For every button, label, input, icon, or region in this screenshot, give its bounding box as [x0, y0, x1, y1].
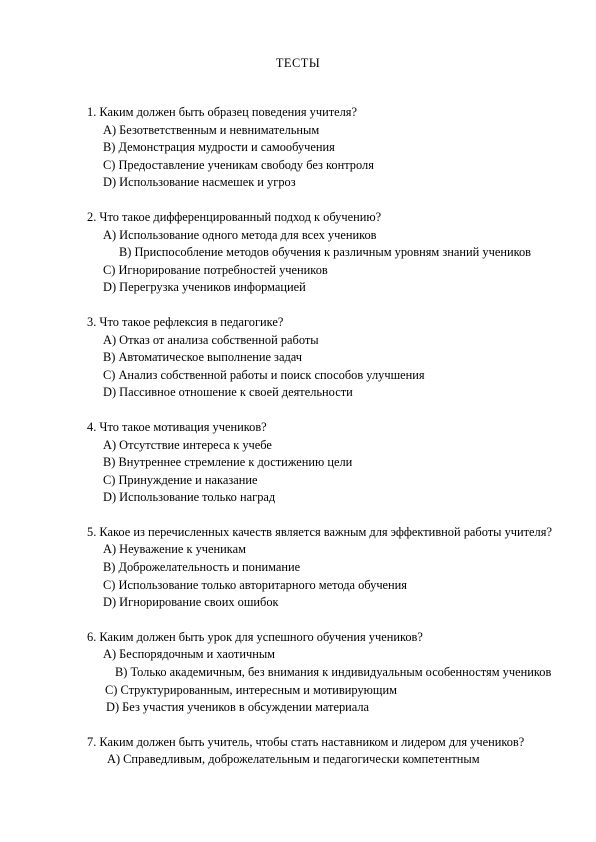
- question-7: [87, 734, 553, 769]
- option-d: D) Игнорирование своих ошибок: [103, 595, 279, 610]
- question-3: [87, 314, 553, 402]
- option-a: A) Безответственным и невнимательным: [103, 122, 320, 137]
- option-c: C) Использование только авторитарного метода обучения: [103, 577, 408, 592]
- option-b: B) Автоматическое выполнение задач: [103, 350, 302, 365]
- question-6: [87, 629, 553, 717]
- option-c: C) Игнорирование потребностей учеников: [103, 262, 328, 277]
- option-a: A) Неуважение к ученикам: [103, 542, 246, 557]
- option-b: B) Доброжелательность и понимание: [103, 560, 301, 575]
- option-d: D) Использование насмешек и угроз: [103, 175, 296, 190]
- question-text: 7. Каким должен быть учитель, чтобы стать наставником и лидером для учеников?: [87, 734, 525, 749]
- question-2: [87, 209, 553, 297]
- option-c: C) Принуждение и наказание: [103, 472, 258, 487]
- test-content: [87, 104, 553, 786]
- question-1: [87, 104, 553, 192]
- option-d: D) Использование только наград: [103, 490, 276, 505]
- option-c: C) Предоставление ученикам свободу без контроля: [103, 157, 374, 172]
- question-text: 5. Какое из перечисленных качеств является важным для эффективной работы учителя?: [87, 524, 552, 539]
- option-b: B) Приспособление методов обучения к различным уровням знаний учеников: [119, 245, 532, 260]
- question-4: [87, 419, 553, 507]
- question-5: [87, 524, 553, 612]
- option-b: B) Только академичным, без внимания к индивидуальным особенностям учеников: [115, 665, 552, 680]
- option-a: A) Беспорядочным и хаотичным: [103, 647, 275, 662]
- option-d: D) Перегрузка учеников информацией: [103, 280, 306, 295]
- option-b: B) Демонстрация мудрости и самообучения: [103, 140, 335, 155]
- question-text: 2. Что такое дифференцированный подход к обучению?: [87, 209, 382, 224]
- question-text: 4. Что такое мотивация учеников?: [87, 419, 267, 434]
- option-a: A) Справедливым, доброжелательным и педагогически компетентным: [107, 752, 480, 767]
- option-d: D) Без участия учеников в обсуждении материала: [106, 700, 370, 715]
- option-a: A) Отсутствие интереса к учебе: [103, 437, 272, 452]
- option-b: B) Внутреннее стремление к достижению цели: [103, 455, 353, 470]
- option-c: C) Анализ собственной работы и поиск способов улучшения: [103, 367, 425, 382]
- option-c: C) Структурированным, интересным и мотивирующим: [105, 682, 397, 697]
- option-a: A) Использование одного метода для всех учеников: [103, 227, 377, 242]
- page-title: ТЕСТЫ: [275, 56, 321, 70]
- option-d: D) Пассивное отношение к своей деятельности: [103, 385, 353, 400]
- question-text: 1. Каким должен быть образец поведения учителя?: [87, 105, 357, 119]
- question-text: 3. Что такое рефлексия в педагогике?: [87, 314, 284, 329]
- question-text: 6. Каким должен быть урок для успешного обучения учеников?: [87, 629, 423, 644]
- option-a: A) Отказ от анализа собственной работы: [103, 332, 319, 347]
